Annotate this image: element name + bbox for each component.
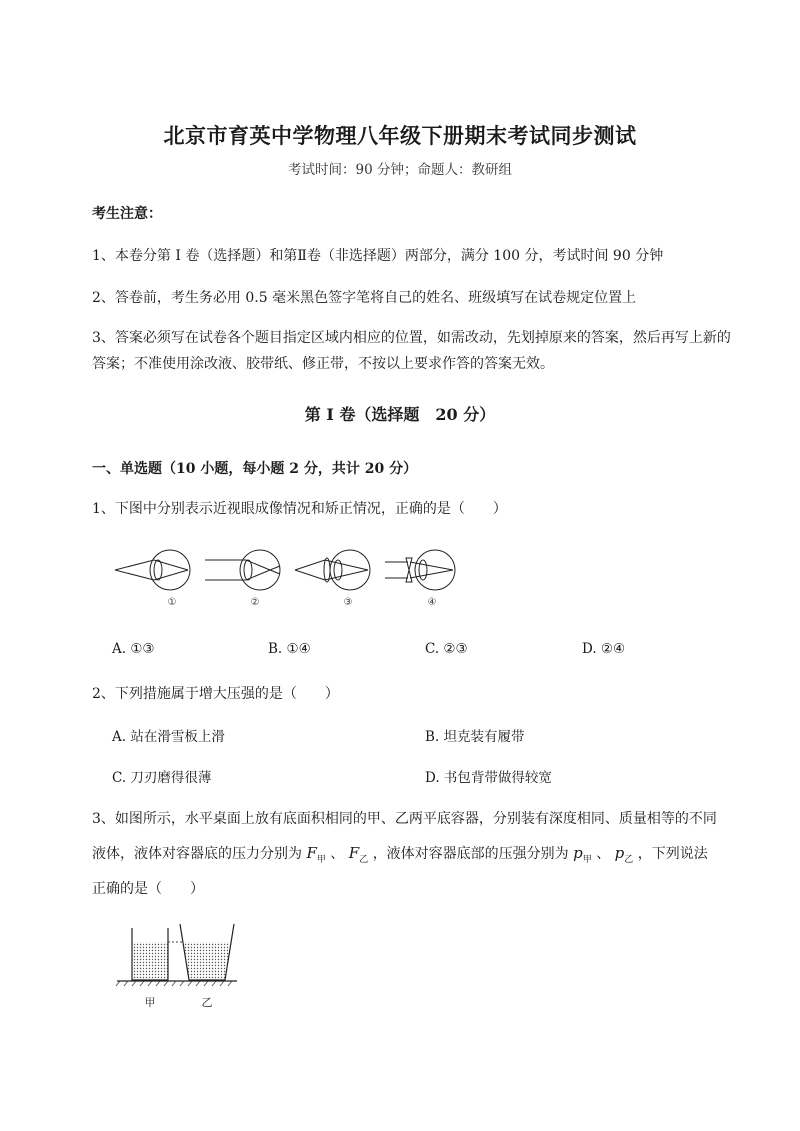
eye-label-3: ③ <box>343 597 353 608</box>
pressure-jia: $p_甲$ <box>573 844 592 865</box>
question-3-stem-line2: 液体，液体对容器底的压力分别为 $F_甲$ 、 $F_乙$ ，液体对容器底部的压强分别为 $p_甲$ 、 $p_乙$ ，下列说法 <box>92 844 708 865</box>
page-title: 北京市育英中学物理八年级下册期末考试同步测试 <box>163 123 637 148</box>
notice-item-1: 1、本卷分第 I 卷（选择题）和第Ⅱ卷（非选择题）两部分，满分 100 分，考试时间 90 分钟 <box>92 248 664 264</box>
q1-option-d[interactable]: D. ②④ <box>582 641 626 657</box>
question-3-stem-line1: 3、如图所示，水平桌面上放有底面积相同的甲、乙两平底容器，分别装有深度相同、质量相等的不同 <box>92 811 717 827</box>
eye-diagram-1 <box>115 550 190 590</box>
container-jia <box>132 928 168 980</box>
section-title: 第 I 卷（选择题 20 分） <box>304 405 496 424</box>
eye-label-1: ① <box>167 597 177 608</box>
eye-label-4: ④ <box>427 597 437 608</box>
eye-diagram-3 <box>295 550 370 590</box>
part-heading: 一、单选题（10 小题，每小题 2 分，共计 20 分） <box>92 461 418 477</box>
q1-option-c[interactable]: C. ②③ <box>425 641 468 657</box>
question-3-stem-line3: 正确的是（ ） <box>92 881 204 897</box>
notice-item-3: 3、答案必须写在试卷各个题目指定区域内相应的位置，如需改动，先划掉原来的答案，然后再写上新的答案；不准使用涂改液、胶带纸、修正带，不按以上要求作答的答案无效。 <box>92 330 731 372</box>
eye-diagram-2 <box>205 550 280 590</box>
force-yi: $F_乙$ <box>348 844 369 865</box>
exam-info: 考试时间：90 分钟；命题人：教研组 <box>288 162 512 178</box>
containers-figure <box>112 922 242 1017</box>
q2-option-b[interactable]: B. 坦克装有履带 <box>425 729 525 745</box>
eye-diagram-4 <box>385 550 455 590</box>
q1-option-a[interactable]: A. ①③ <box>112 641 155 657</box>
notice-item-2: 2、答卷前，考生务必用 0.5 毫米黑色签字笔将自己的姓名、班级填写在试卷规定位置上 <box>92 290 637 306</box>
q1-option-b[interactable]: B. ①④ <box>268 641 311 657</box>
eye-label-2: ② <box>250 597 260 608</box>
question-1-stem: 1、下图中分别表示近视眼成像情况和矫正情况，正确的是（ ） <box>92 501 507 517</box>
container-label-jia: 甲 <box>144 996 156 1009</box>
q2-option-d[interactable]: D. 书包背带做得较宽 <box>425 770 552 786</box>
container-label-yi: 乙 <box>201 996 213 1009</box>
q2-option-c[interactable]: C. 刀刃磨得很薄 <box>112 770 212 786</box>
notice-heading: 考生注意： <box>92 206 162 222</box>
q2-option-a[interactable]: A. 站在滑雪板上滑 <box>112 729 225 745</box>
eye-diagrams-figure <box>110 545 470 610</box>
force-jia: $F_甲$ <box>306 844 326 865</box>
question-2-stem: 2、下列措施属于增大压强的是（ ） <box>92 686 339 702</box>
container-yi <box>180 924 234 980</box>
pressure-yi: $p_乙$ <box>614 844 634 865</box>
